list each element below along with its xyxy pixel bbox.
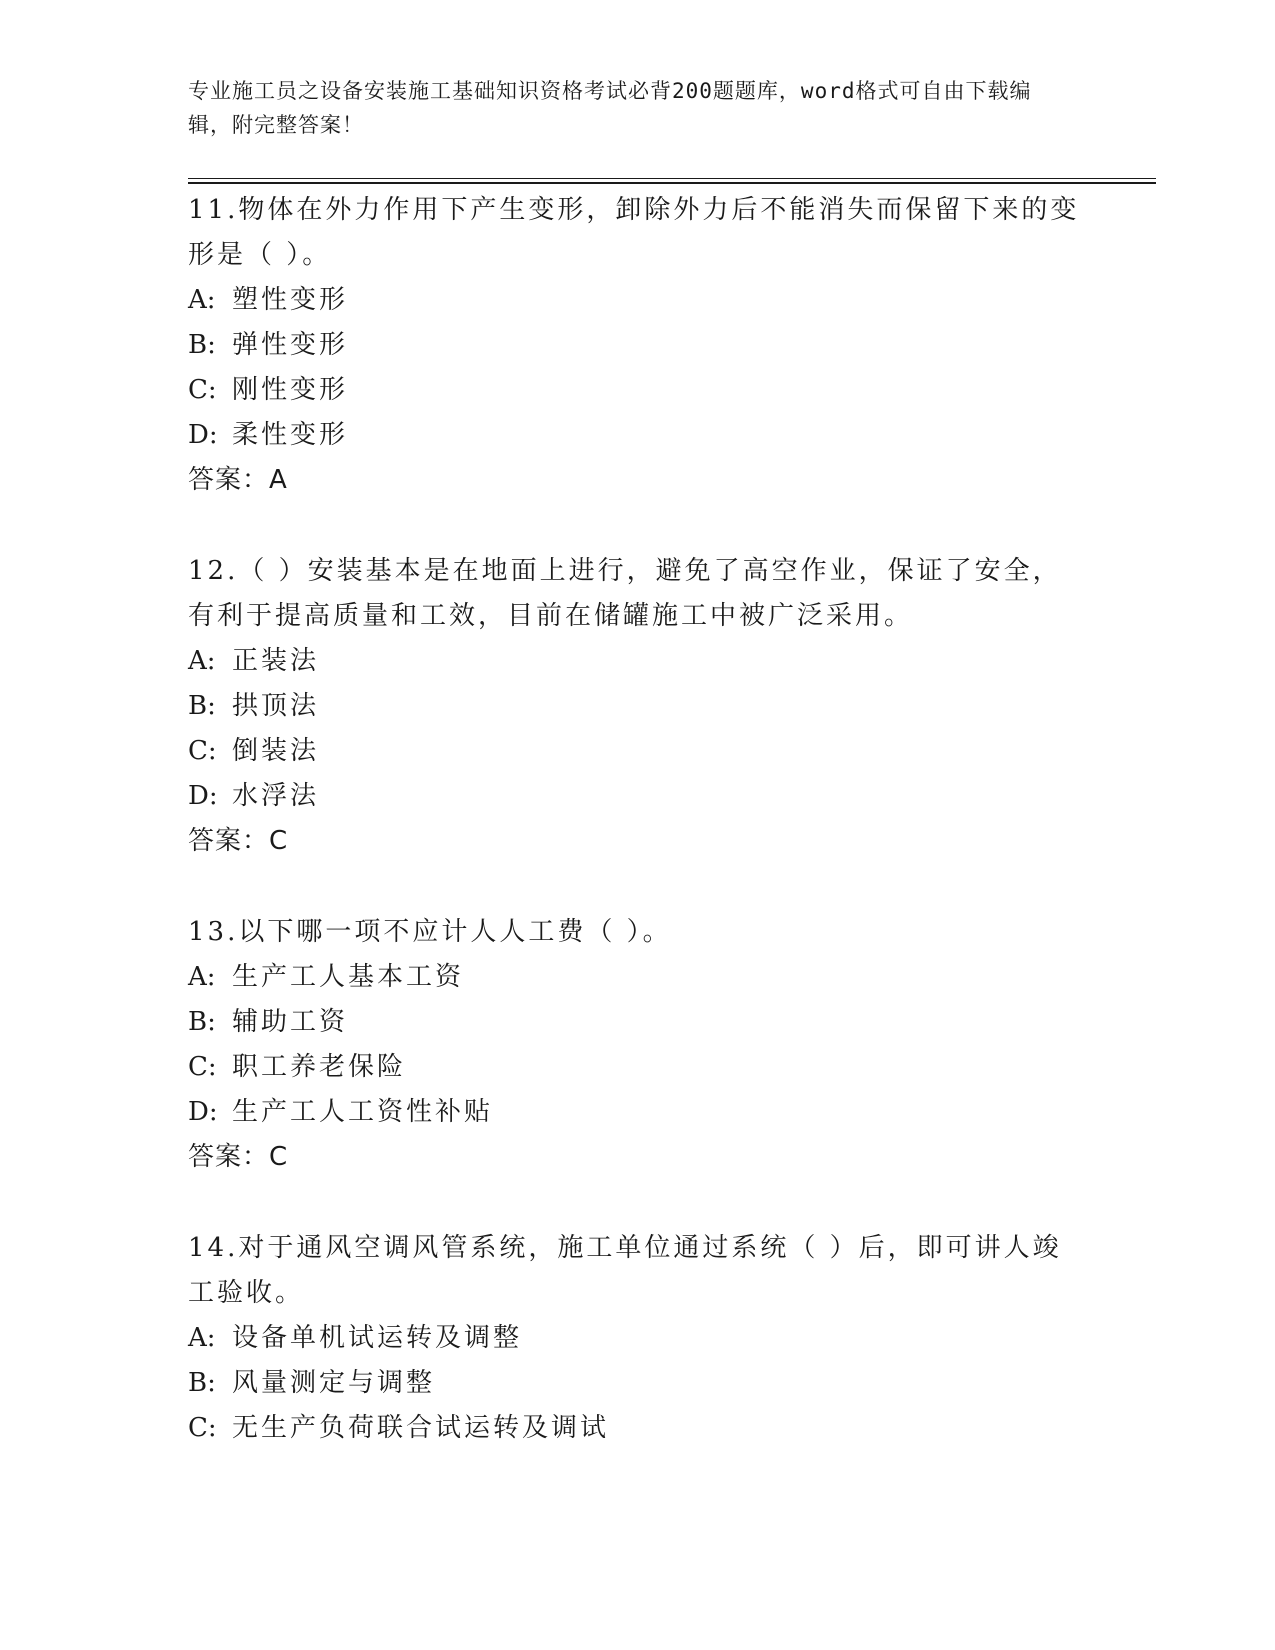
option-c xyxy=(188,1406,1088,1451)
option-text: 刚性变形 xyxy=(232,375,349,405)
option-a xyxy=(188,1316,1088,1361)
option-text: 风量测定与调整 xyxy=(232,1368,436,1398)
option-text: 塑性变形 xyxy=(232,285,349,315)
question-stem: 13.以下哪一项不应计人人工费（ ）。 xyxy=(188,917,672,947)
option-text: 正装法 xyxy=(232,646,320,676)
header-divider-thin xyxy=(188,178,1156,179)
option-text: 设备单机试运转及调整 xyxy=(232,1323,523,1353)
option-key: A: xyxy=(188,285,216,315)
option-text: 拱顶法 xyxy=(232,691,320,721)
answer-line: 答案：C xyxy=(188,1142,289,1172)
option-c xyxy=(188,368,1088,413)
option-key: C: xyxy=(188,1413,217,1443)
option-key: B: xyxy=(188,1007,216,1037)
option-text: 水浮法 xyxy=(232,781,320,811)
question-stem: 14.对于通风空调风管系统，施工单位通过系统（ ）后，即可讲人竣工验收。 xyxy=(188,1233,1062,1308)
option-c xyxy=(188,729,1088,774)
option-key: D: xyxy=(188,781,218,811)
option-b xyxy=(188,684,1088,729)
option-key: C: xyxy=(188,1052,217,1082)
option-b xyxy=(188,323,1088,368)
option-b xyxy=(188,1361,1088,1406)
option-a xyxy=(188,955,1088,1000)
question-12 xyxy=(188,549,1088,864)
question-stem: 12.（ ）安装基本是在地面上进行，避免了高空作业，保证了安全，有利于提高质量和工效，目前在储罐施工中被广泛采用。 xyxy=(188,556,1062,631)
option-text: 生产工人工资性补贴 xyxy=(232,1097,494,1127)
option-text: 弹性变形 xyxy=(232,330,349,360)
option-key: D: xyxy=(188,1097,218,1127)
option-key: B: xyxy=(188,1368,216,1398)
header-divider-thick xyxy=(188,182,1156,184)
option-text: 柔性变形 xyxy=(232,420,349,450)
option-text: 倒装法 xyxy=(232,736,320,766)
option-key: A: xyxy=(188,962,216,992)
option-key: A: xyxy=(188,1323,216,1353)
option-key: C: xyxy=(188,736,217,766)
question-14 xyxy=(188,1226,1088,1451)
option-d xyxy=(188,1090,1088,1135)
option-key: D: xyxy=(188,420,218,450)
option-text: 辅助工资 xyxy=(232,1007,349,1037)
option-key: A: xyxy=(188,646,216,676)
question-11 xyxy=(188,188,1088,503)
option-key: B: xyxy=(188,691,216,721)
document-header: 专业施工员之设备安装施工基础知识资格考试必背200题题库，word格式可自由下载编辑，附完整答案！ xyxy=(188,79,1032,137)
option-text: 职工养老保险 xyxy=(232,1052,407,1082)
answer-line: 答案：A xyxy=(188,465,288,495)
question-13 xyxy=(188,910,1088,1180)
option-key: C: xyxy=(188,375,217,405)
option-d xyxy=(188,413,1088,458)
question-list xyxy=(188,188,1088,1497)
option-d xyxy=(188,774,1088,819)
option-b xyxy=(188,1000,1088,1045)
question-stem: 11.物体在外力作用下产生变形，卸除外力后不能消失而保留下来的变形是（ ）。 xyxy=(188,195,1080,270)
option-text: 生产工人基本工资 xyxy=(232,962,465,992)
option-key: B: xyxy=(188,330,216,360)
option-text: 无生产负荷联合试运转及调试 xyxy=(232,1413,610,1443)
option-a xyxy=(188,639,1088,684)
option-c xyxy=(188,1045,1088,1090)
option-a xyxy=(188,278,1088,323)
answer-line: 答案：C xyxy=(188,826,289,856)
